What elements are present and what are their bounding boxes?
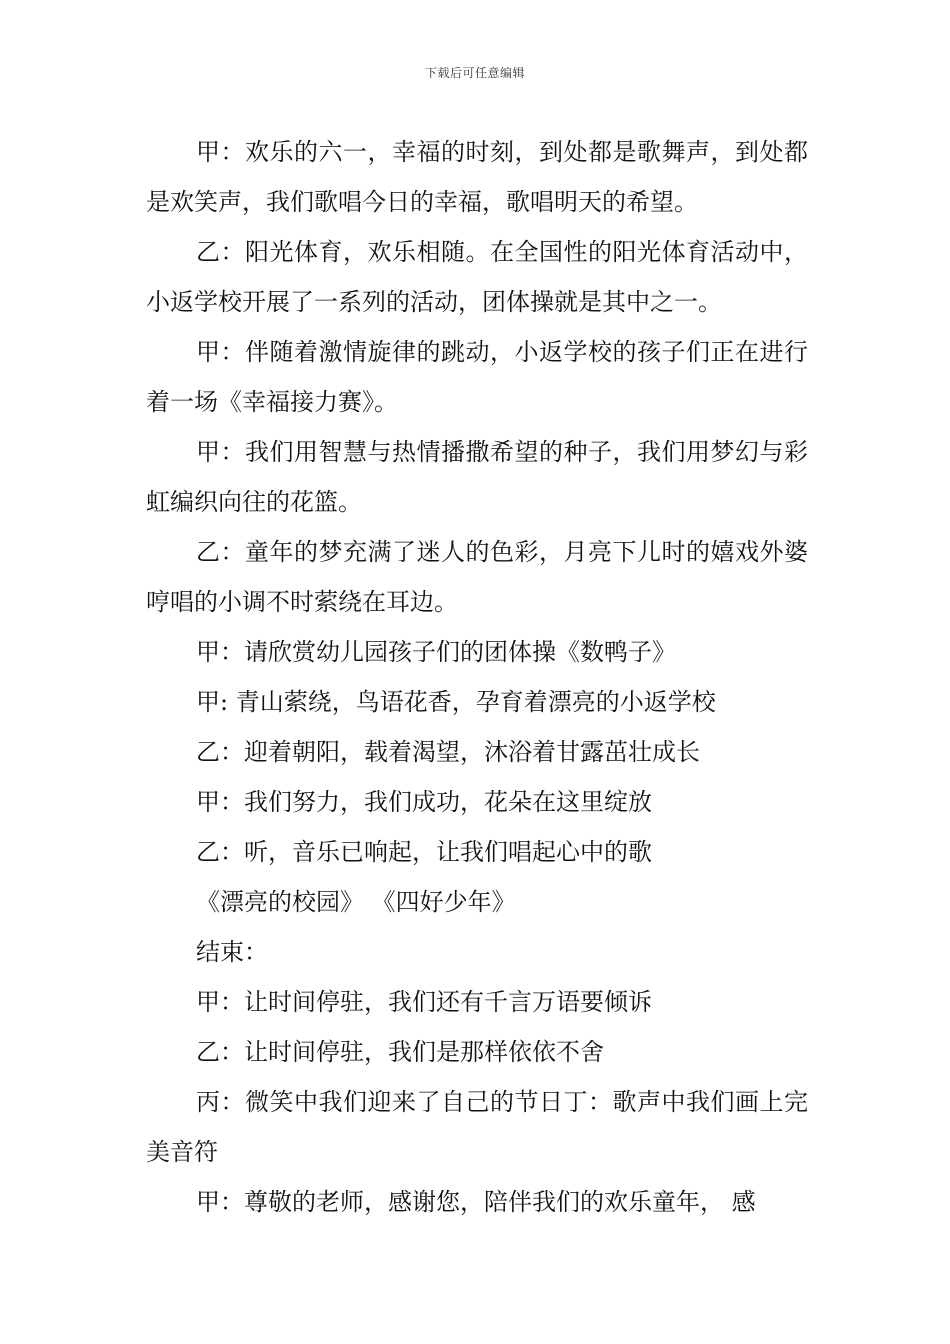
paragraph: 甲: 青山萦绕，鸟语花香，孕育着漂亮的小返学校	[196, 688, 716, 716]
paragraph: 乙：阳光体育，欢乐相随。在全国性的阳光体育活动中，小返学校开展了一系列的活动，团体操就是其中之一。	[146, 238, 808, 316]
paragraph: 甲：我们努力，我们成功，花朵在这里绽放	[196, 788, 652, 816]
paragraph: 乙：童年的梦充满了迷人的色彩，月亮下儿时的嬉戏外婆哼唱的小调不时萦绕在耳边。	[146, 538, 808, 616]
paragraph: 甲：欢乐的六一，幸福的时刻，到处都是歌舞声，到处都是欢笑声，我们歌唱今日的幸福，歌唱明天的希望。	[146, 138, 808, 216]
song-titles: 《漂亮的校园》 《四好少年》	[196, 888, 516, 916]
page-header: 下载后可任意编辑	[424, 66, 525, 80]
paragraph: 丙：微笑中我们迎来了自己的节日丁：歌声中我们画上完美音符	[146, 1088, 808, 1166]
paragraph: 甲：我们用智慧与热情播撒希望的种子，我们用梦幻与彩虹编织向往的花篮。	[146, 438, 808, 516]
paragraph: 甲：让时间停驻，我们还有千言万语要倾诉	[196, 988, 652, 1016]
document-body	[146, 127, 808, 1227]
paragraph: 乙：听，音乐已响起，让我们唱起心中的歌	[196, 838, 652, 866]
paragraph: 乙：让时间停驻，我们是那样依依不舍	[196, 1038, 604, 1066]
paragraph: 甲：请欣赏幼儿园孩子们的团体操《数鸭子》	[196, 638, 676, 666]
section-heading: 结束：	[196, 938, 268, 966]
paragraph: 甲：尊敬的老师，感谢您，陪伴我们的欢乐童年， 感	[196, 1188, 756, 1216]
paragraph: 甲：伴随着激情旋律的跳动，小返学校的孩子们正在进行着一场《幸福接力赛》。	[146, 338, 808, 416]
paragraph: 乙：迎着朝阳，载着渴望，沐浴着甘露茁壮成长	[196, 738, 700, 766]
